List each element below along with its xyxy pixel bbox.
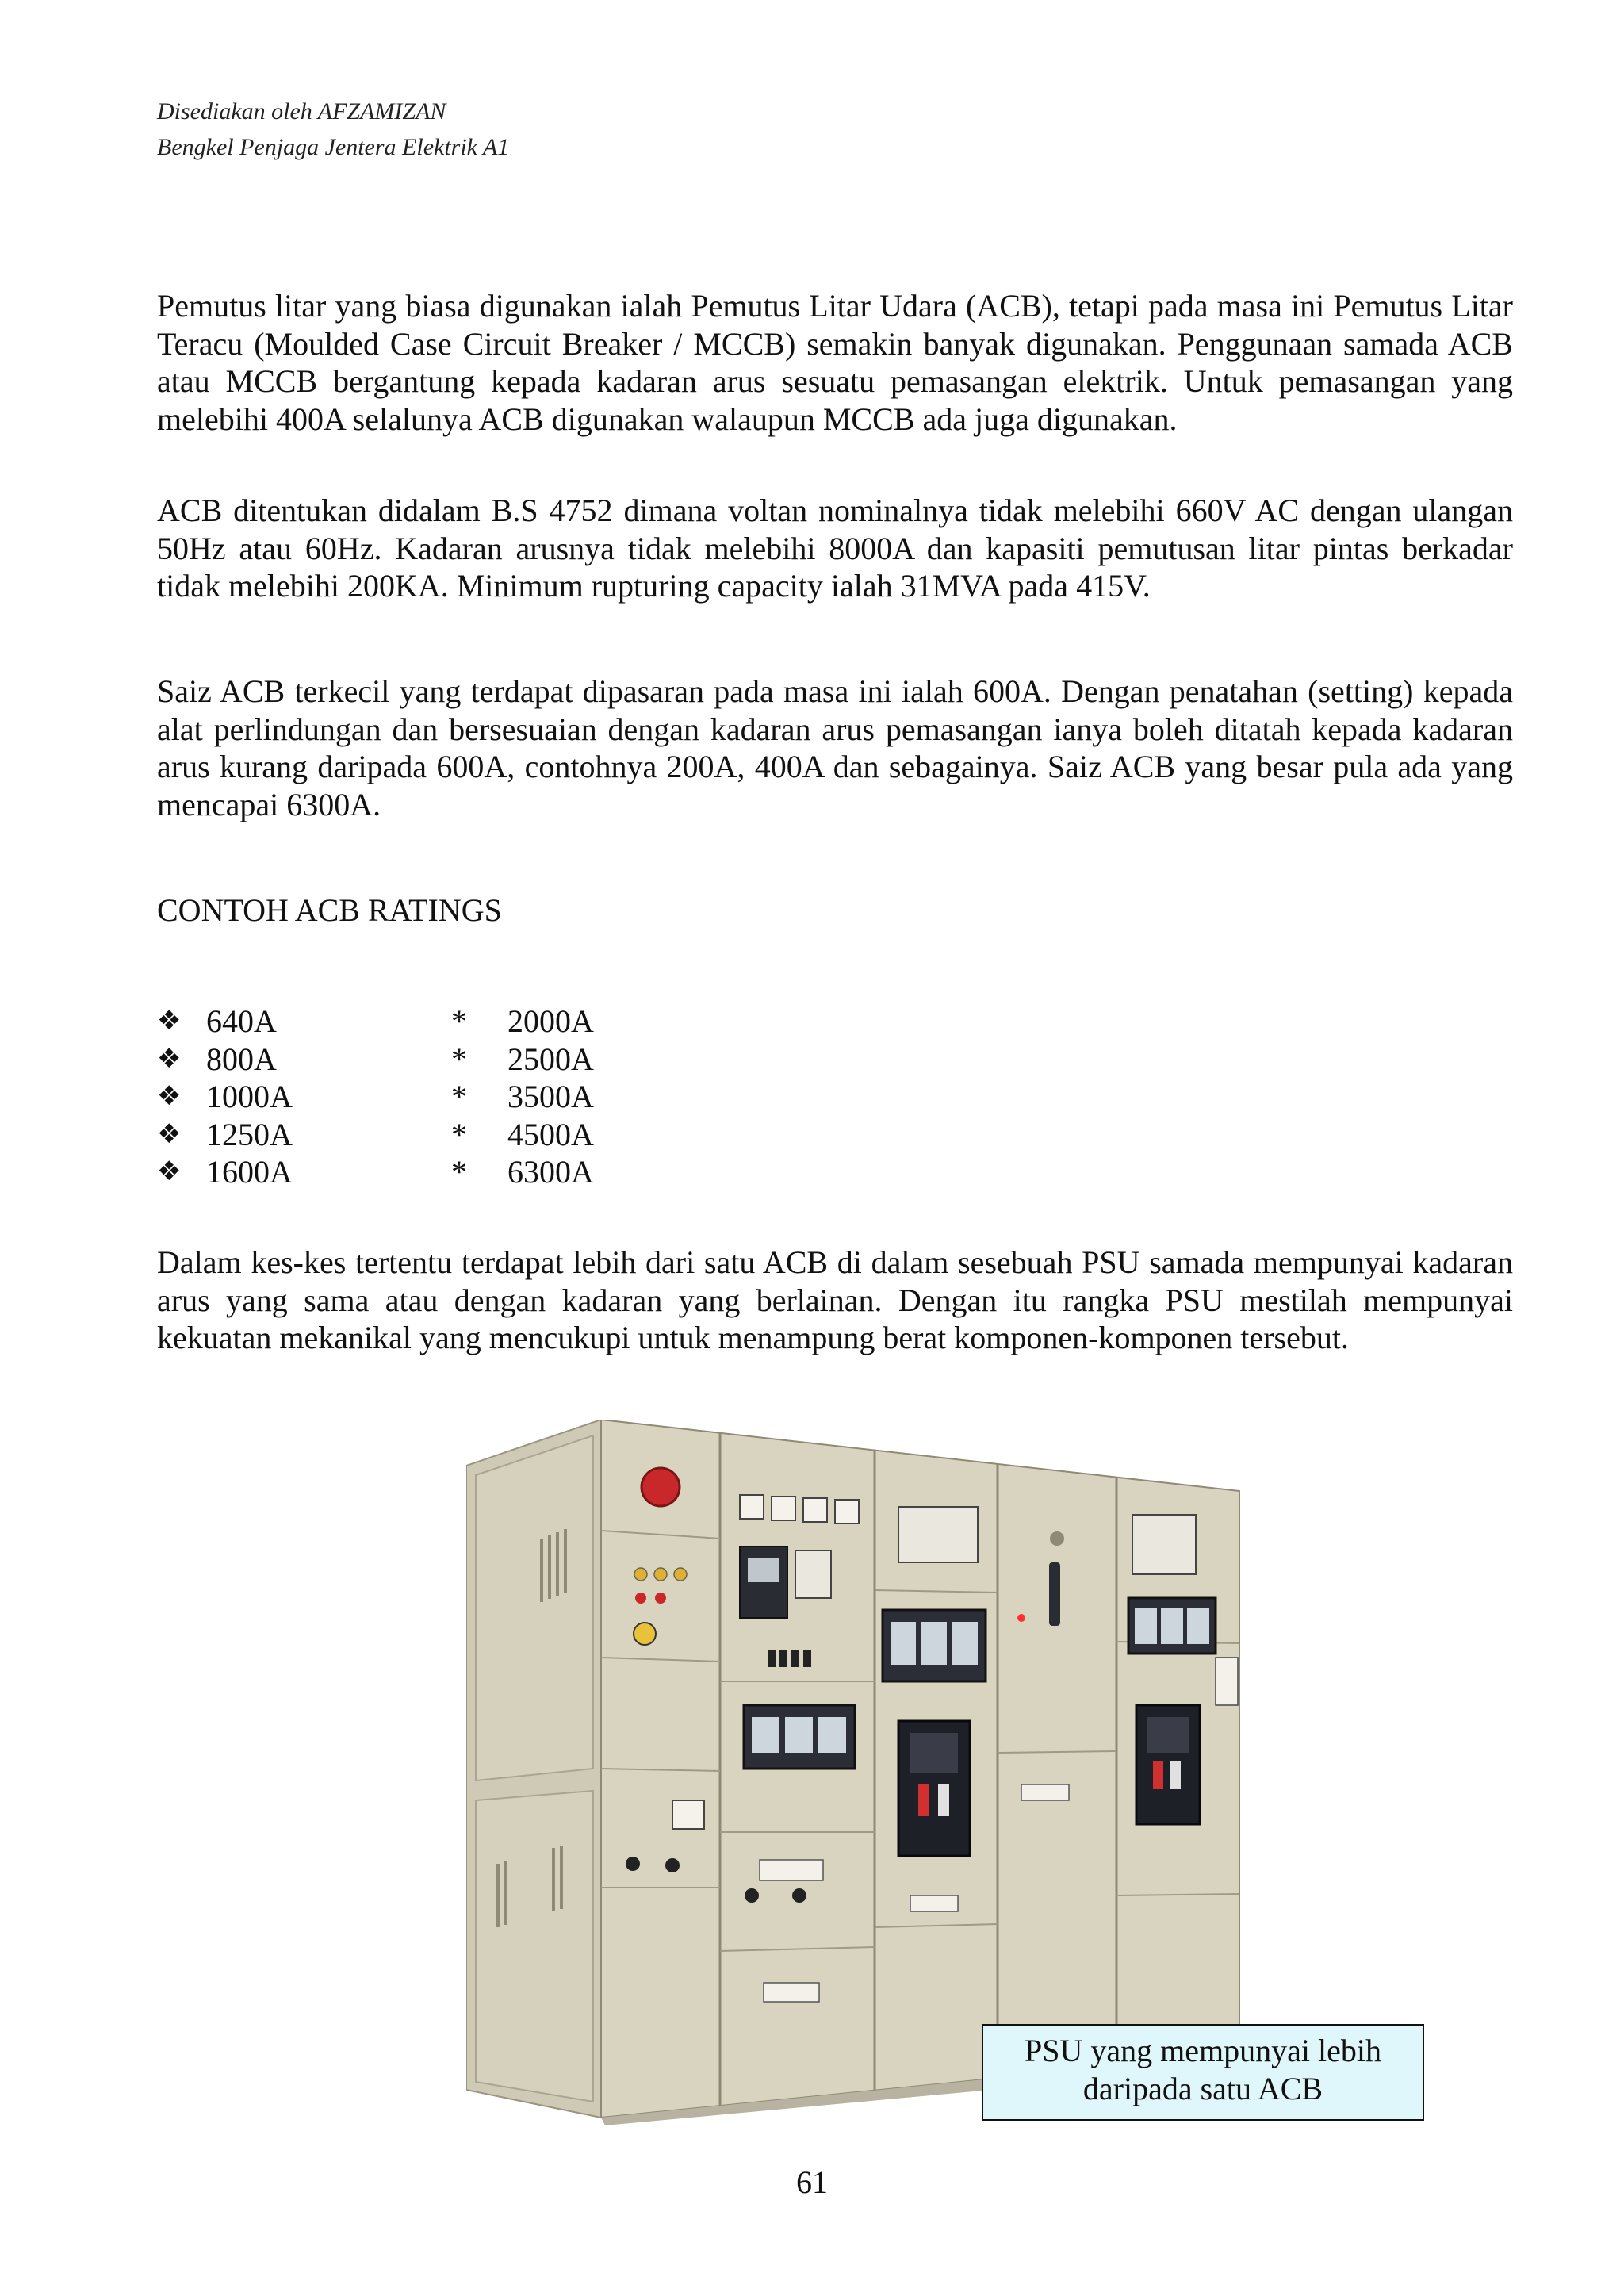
- diamond-bullet-icon: ❖: [157, 1042, 182, 1075]
- asterisk-bullet: *: [451, 1079, 467, 1114]
- paragraph-acb-size: Saiz ACB terkecil yang terdapat dipasaran pada masa ini ialah 600A. Dengan penatahan (setting) kepada alat perlindungan dan bersesuaian dengan kadaran arus pemasangan ianya boleh ditatah kepada kadaran arus kurang daripada 600A, contohnya 200A, 400A dan sebagainya. Saiz ACB yang besar pula ada yang mencapai 6300A.: [157, 673, 1513, 822]
- psu-switchboard-photo: [466, 1420, 1251, 2125]
- ratings-heading: CONTOH ACB RATINGS: [157, 892, 502, 928]
- figure-caption: [982, 2024, 1424, 2121]
- rating-value: 640A: [206, 1003, 277, 1039]
- diamond-bullet-icon: ❖: [157, 1005, 182, 1037]
- emergency-stop-icon: [642, 1468, 680, 1506]
- asterisk-bullet: *: [451, 1116, 467, 1152]
- caption-line: daripada satu ACB: [1082, 2071, 1323, 2106]
- rating-value: 800A: [206, 1041, 277, 1077]
- rating-value: 2500A: [508, 1041, 594, 1077]
- paragraph-bs4752: ACB ditentukan didalam B.S 4752 dimana voltan nominalnya tidak melebihi 660V AC dengan ulangan 50Hz atau 60Hz. Kadaran arusnya tidak melebihi 8000A dan kapasiti pemutusan litar pintas berkadar tidak melebihi 200KA. Minimum rupturing capacity ialah 31MVA pada 415V.: [157, 493, 1513, 604]
- diamond-bullet-icon: ❖: [157, 1156, 182, 1187]
- asterisk-bullet: *: [451, 1154, 467, 1190]
- rating-value: 6300A: [508, 1154, 594, 1190]
- diamond-bullet-icon: ❖: [157, 1080, 182, 1112]
- rating-value: 1600A: [206, 1154, 293, 1190]
- header-department: Bengkel Penjaga Jentera Elektrik A1: [157, 134, 510, 160]
- asterisk-bullet: *: [451, 1003, 467, 1039]
- diamond-bullet-icon: ❖: [157, 1117, 182, 1150]
- page-number: 61: [796, 2164, 828, 2200]
- rating-value: 1000A: [206, 1079, 293, 1114]
- asterisk-bullet: *: [451, 1041, 467, 1077]
- paragraph-acb-mccb: Pemutus litar yang biasa digunakan ialah Pemutus Litar Udara (ACB), tetapi pada masa ini Pemutus Litar Teracu (Moulded Case Circuit Breaker / MCCB) semakin banyak digunakan. Penggunaan samada ACB atau MCCB bergantung kepada kadaran arus sesuatu pemasangan elektrik. Untuk pemasangan yang melebihi 400A selalunya ACB digunakan walaupun MCCB ada juga digunakan.: [157, 288, 1513, 437]
- caption-line: PSU yang mempunyai lebih: [1025, 2033, 1381, 2068]
- rating-value: 2000A: [508, 1003, 594, 1039]
- page-header: [157, 94, 509, 165]
- psu-switchboard-image: [466, 1420, 1251, 2125]
- rating-value: 1250A: [206, 1116, 293, 1152]
- rating-value: 3500A: [508, 1079, 594, 1114]
- paragraph-multiple-acb: Dalam kes-kes tertentu terdapat lebih dari satu ACB di dalam sesebuah PSU samada mempunyai kadaran arus yang sama atau dengan kadaran yang berlainan. Dengan itu rangka PSU mestilah mempunyai kekuatan mekanikal yang mencukupi untuk menampung berat komponen-komponen tersebut.: [157, 1244, 1513, 1355]
- rating-value: 4500A: [508, 1116, 594, 1152]
- header-author: Disediakan oleh AFZAMIZAN: [157, 98, 446, 125]
